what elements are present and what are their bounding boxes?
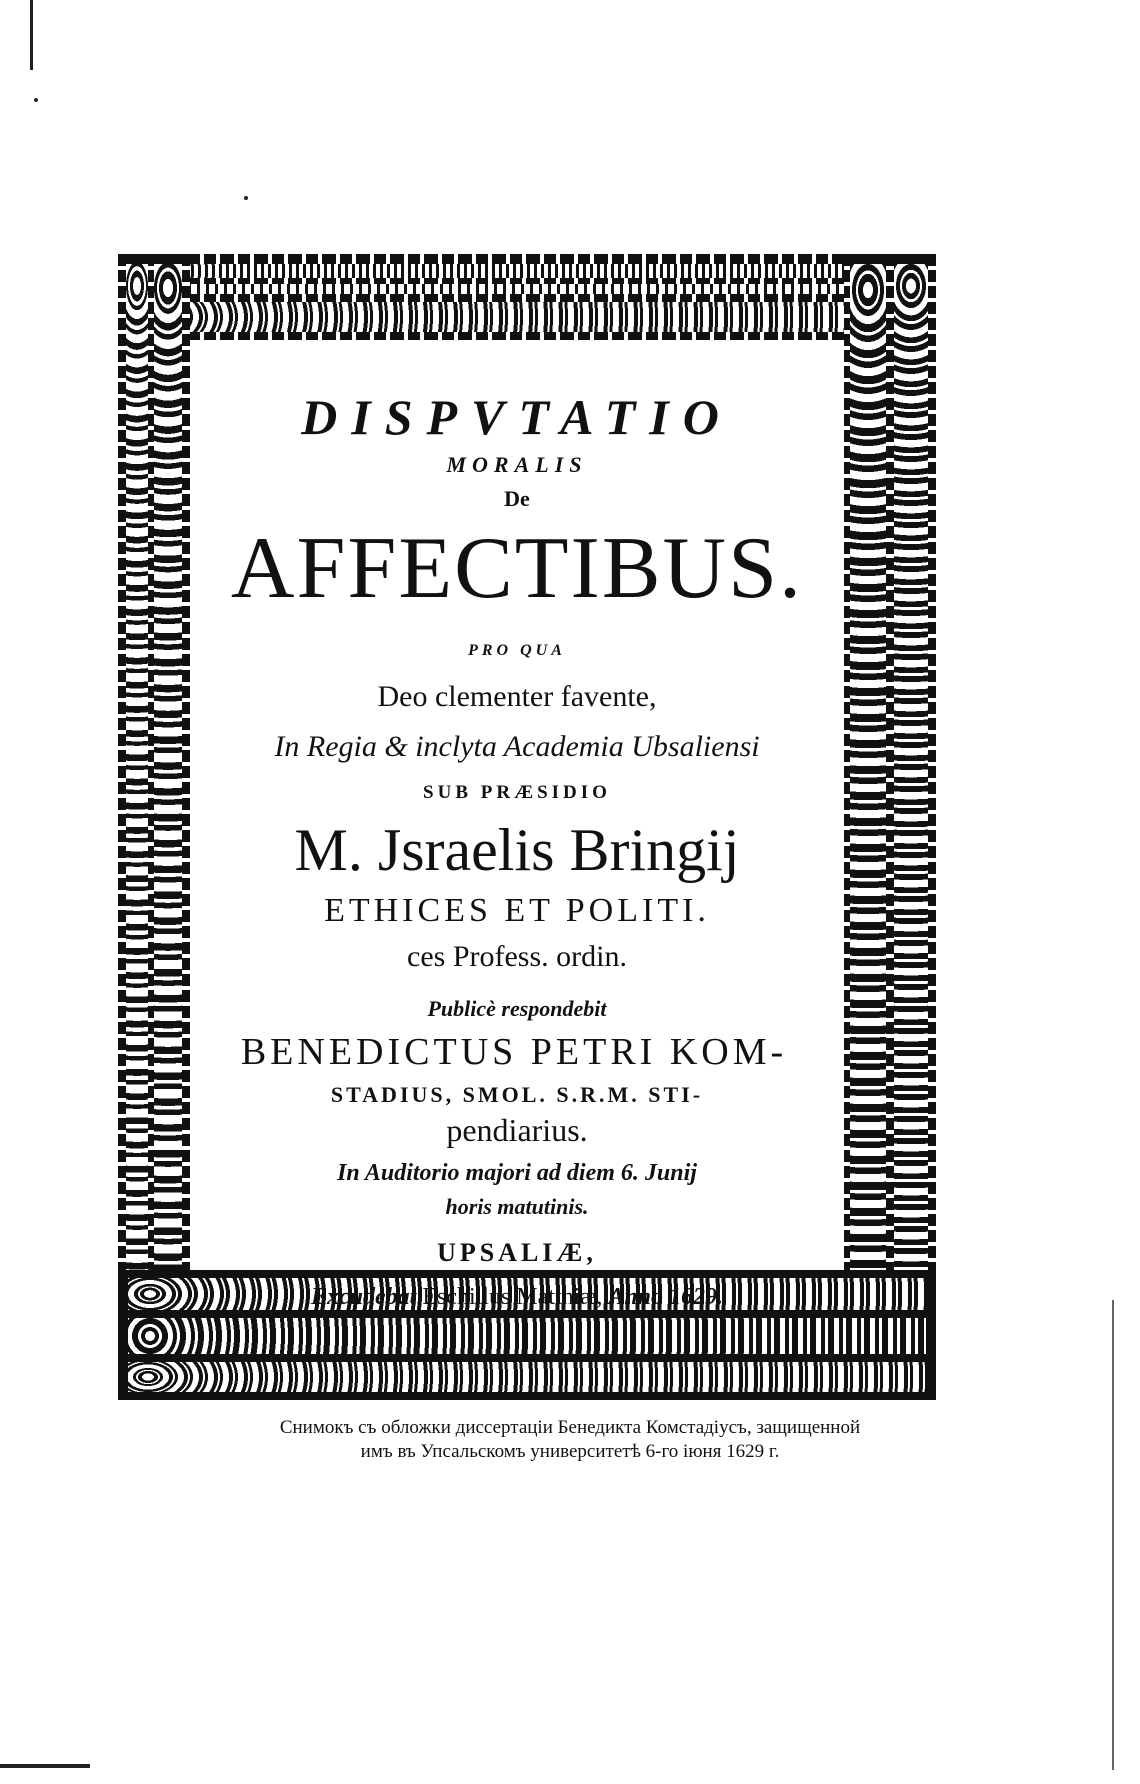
academia-line: In Regia & inclyta Academia Ubsaliensi — [274, 730, 760, 763]
imprint-excudebat: Excudebat — [310, 1284, 417, 1310]
right-edge-line — [1112, 1300, 1114, 1770]
praeses-name: M. Jsraelis Bringij — [294, 817, 740, 883]
bottom-left-line — [0, 1764, 90, 1768]
left-edge-mark — [34, 98, 38, 102]
imprint-rule — [260, 1276, 814, 1278]
imprint-line — [190, 1284, 844, 1311]
respondent-name-line3: pendiarius. — [446, 1112, 588, 1148]
left-edge-line-top — [30, 0, 33, 70]
speck — [244, 196, 248, 200]
praeses-title-line1: ETHICES ET POLITI. — [324, 892, 710, 929]
sub-praesidio-line: SUB PRÆSIDIO — [423, 782, 611, 803]
respondent-name-line2: STADIUS, SMOL. S.R.M. STI- — [330, 1082, 704, 1107]
title-page-text — [190, 340, 844, 1310]
place-line: UPSALIÆ, — [437, 1238, 597, 1267]
ornamental-frame — [118, 254, 936, 1400]
caption-line-1: Снимокъ съ обложки диссертаціи Бенедикта Комстадіусъ, защищенной — [279, 1417, 861, 1438]
auditorio-line: In Auditorio majori ad diem 6. Junij — [337, 1160, 697, 1186]
horis-line: horis matutinis. — [445, 1194, 589, 1219]
photo-caption — [0, 1416, 1140, 1464]
imprint-year: Anno 1629. — [608, 1284, 724, 1310]
title-de: De — [504, 486, 530, 511]
title-disputatio: DISPVTATIO — [301, 389, 733, 445]
pro-qua-line: PRO QUA — [468, 642, 566, 659]
frame-left-border — [118, 254, 190, 1400]
caption-line-2: имъ въ Упсальскомъ университетѣ 6-го іюня 1629 г. — [360, 1441, 780, 1462]
title-moralis: MORALIS — [446, 452, 588, 477]
respondent-name-line1: BENEDICTUS PETRI KOM- — [240, 1031, 788, 1073]
publice-line: Publicè respondebit — [427, 996, 607, 1021]
title-affectibus: AFFECTIBUS. — [230, 520, 804, 617]
praeses-title-line2: ces Profess. ordin. — [407, 940, 627, 973]
deo-line: Deo clementer favente, — [377, 680, 657, 713]
frame-top-border — [118, 254, 936, 340]
frame-right-border — [844, 254, 936, 1400]
imprint-printer: Eschillus Matthiæ, — [422, 1284, 603, 1310]
